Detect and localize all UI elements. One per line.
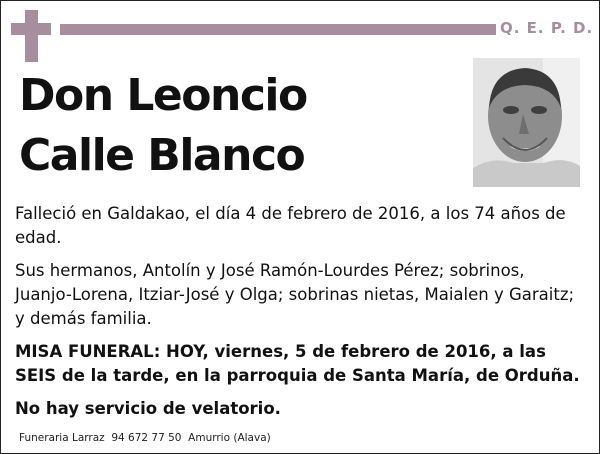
- name-line-1: Don Leoncio: [19, 70, 307, 121]
- funeral-mass-paragraph: MISA FUNERAL: HOY, viernes, 5 de febrero de 2016, a las SEIS de la tarde, en la parroquia de Santa María, de Orduña.: [15, 342, 580, 385]
- cross-icon-vertical: [25, 10, 38, 62]
- cross-icon-horizontal: [11, 23, 51, 35]
- portrait-photo: [473, 58, 580, 187]
- qepd-label: Q. E. P. D.: [500, 19, 594, 37]
- velatorio-paragraph: No hay servicio de velatorio.: [15, 399, 281, 418]
- death-notice-paragraph: Falleció en Galdakao, el día 4 de febrero de 2016, a los 74 años de edad.: [15, 204, 566, 247]
- name-line-2: Calle Blanco: [19, 130, 305, 181]
- family-paragraph: Sus hermanos, Antolín y José Ramón-Lourdes Pérez; sobrinos, Juanjo-Lorena, Itziar-José y Olga; sobrinas nietas, Maialen y Garaitz; y demás familia.: [15, 261, 575, 328]
- notice-body: [15, 202, 585, 430]
- funeral-home-footer: Funeraria Larraz 94 672 77 50 Amurrio (Alava): [19, 432, 271, 444]
- portrait-icon: [473, 58, 580, 187]
- header-rule: [60, 24, 496, 35]
- deceased-name: [19, 66, 307, 186]
